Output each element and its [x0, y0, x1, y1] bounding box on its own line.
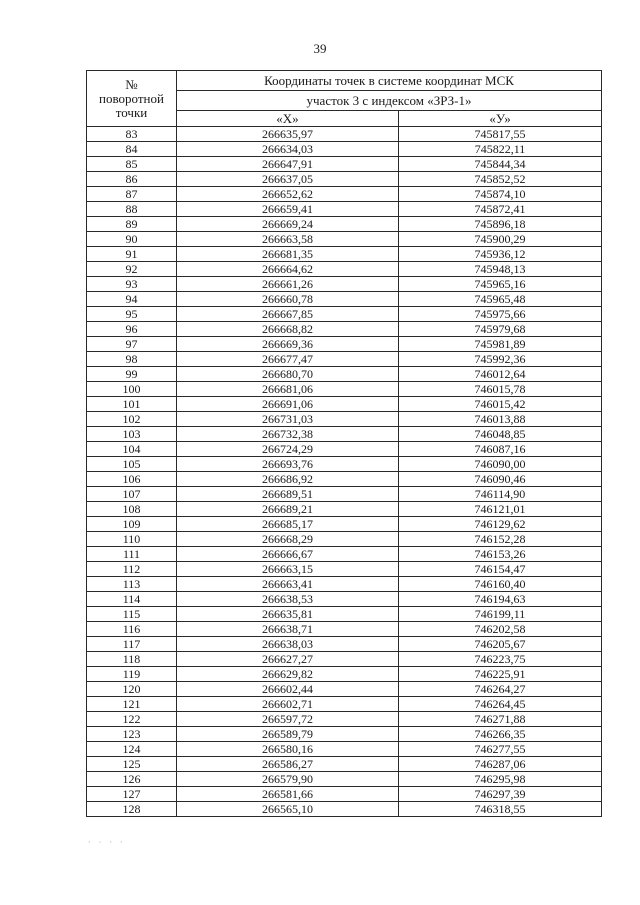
point-number-cell: 96	[87, 322, 177, 337]
table-row	[87, 592, 602, 607]
table-row	[87, 802, 602, 817]
y-coordinate-cell: 746114,90	[399, 487, 602, 502]
y-coordinate-cell: 745965,48	[399, 292, 602, 307]
x-coordinate-cell: 266637,05	[177, 172, 399, 187]
point-number-cell: 106	[87, 472, 177, 487]
y-coordinate-cell: 746318,55	[399, 802, 602, 817]
y-coordinate-cell: 746090,00	[399, 457, 602, 472]
x-coordinate-cell: 266597,72	[177, 712, 399, 727]
x-coordinate-cell: 266686,92	[177, 472, 399, 487]
x-coordinate-cell: 266667,85	[177, 307, 399, 322]
table-row	[87, 142, 602, 157]
point-number-cell: 119	[87, 667, 177, 682]
x-coordinate-cell: 266681,06	[177, 382, 399, 397]
point-number-cell: 115	[87, 607, 177, 622]
y-coordinate-cell: 745948,13	[399, 262, 602, 277]
point-number-cell: 111	[87, 547, 177, 562]
y-coordinate-cell: 745900,29	[399, 232, 602, 247]
y-coordinate-cell: 746013,88	[399, 412, 602, 427]
x-coordinate-cell: 266638,53	[177, 592, 399, 607]
x-coordinate-cell: 266663,15	[177, 562, 399, 577]
y-coordinate-cell: 745844,34	[399, 157, 602, 172]
y-coordinate-cell: 745872,41	[399, 202, 602, 217]
table-row	[87, 622, 602, 637]
x-coordinate-cell: 266668,82	[177, 322, 399, 337]
point-number-cell: 118	[87, 652, 177, 667]
y-coordinate-cell: 745822,11	[399, 142, 602, 157]
x-coordinate-cell: 266581,66	[177, 787, 399, 802]
y-coordinate-cell: 746153,26	[399, 547, 602, 562]
x-coordinate-cell: 266565,10	[177, 802, 399, 817]
y-coordinate-cell: 746297,39	[399, 787, 602, 802]
x-coordinate-cell: 266680,70	[177, 367, 399, 382]
point-number-cell: 85	[87, 157, 177, 172]
x-coordinate-cell: 266638,03	[177, 637, 399, 652]
point-number-cell: 116	[87, 622, 177, 637]
y-coordinate-cell: 745896,18	[399, 217, 602, 232]
point-number-cell: 117	[87, 637, 177, 652]
table-row	[87, 397, 602, 412]
table-row	[87, 787, 602, 802]
x-coordinate-cell: 266663,58	[177, 232, 399, 247]
y-coordinate-cell: 746266,35	[399, 727, 602, 742]
table-row	[87, 757, 602, 772]
table-row	[87, 652, 602, 667]
plot-index-subtitle: участок 3 с индексом «ЗРЗ-1»	[177, 91, 602, 111]
point-number-cell: 113	[87, 577, 177, 592]
y-coordinate-cell: 746048,85	[399, 427, 602, 442]
coordinates-table	[86, 70, 602, 817]
table-row	[87, 742, 602, 757]
point-number-cell: 92	[87, 262, 177, 277]
table-row	[87, 712, 602, 727]
y-coordinate-cell: 746264,45	[399, 697, 602, 712]
x-coordinate-cell: 266668,29	[177, 532, 399, 547]
x-coordinate-cell: 266589,79	[177, 727, 399, 742]
point-number-cell: 108	[87, 502, 177, 517]
table-row	[87, 232, 602, 247]
y-coordinate-cell: 746205,67	[399, 637, 602, 652]
x-coordinate-cell: 266689,51	[177, 487, 399, 502]
point-number-cell: 98	[87, 352, 177, 367]
point-number-cell: 105	[87, 457, 177, 472]
x-column-header: «X»	[177, 111, 399, 127]
y-coordinate-cell: 746287,06	[399, 757, 602, 772]
y-coordinate-cell: 746225,91	[399, 667, 602, 682]
y-coordinate-cell: 745979,68	[399, 322, 602, 337]
y-coordinate-cell: 745981,89	[399, 337, 602, 352]
table-header	[87, 71, 602, 127]
point-number-cell: 90	[87, 232, 177, 247]
point-number-cell: 94	[87, 292, 177, 307]
point-number-cell: 104	[87, 442, 177, 457]
y-coordinate-cell: 746202,58	[399, 622, 602, 637]
y-coordinate-cell: 746194,63	[399, 592, 602, 607]
table-row	[87, 157, 602, 172]
x-coordinate-cell: 266669,24	[177, 217, 399, 232]
x-coordinate-cell: 266634,03	[177, 142, 399, 157]
table-row	[87, 667, 602, 682]
table-row	[87, 352, 602, 367]
point-number-cell: 120	[87, 682, 177, 697]
point-number-cell: 122	[87, 712, 177, 727]
x-coordinate-cell: 266602,44	[177, 682, 399, 697]
table-row	[87, 292, 602, 307]
x-coordinate-cell: 266693,76	[177, 457, 399, 472]
table-row	[87, 457, 602, 472]
table-row	[87, 442, 602, 457]
point-number-header-line3: точки	[115, 104, 148, 120]
table-row	[87, 337, 602, 352]
y-coordinate-cell: 746087,16	[399, 442, 602, 457]
x-coordinate-cell: 266663,41	[177, 577, 399, 592]
y-coordinate-cell: 746271,88	[399, 712, 602, 727]
point-number-cell: 103	[87, 427, 177, 442]
page-number: 39	[313, 41, 327, 56]
y-coordinate-cell: 745936,12	[399, 247, 602, 262]
x-coordinate-cell: 266635,81	[177, 607, 399, 622]
y-coordinate-cell: 745975,66	[399, 307, 602, 322]
x-coordinate-cell: 266652,62	[177, 187, 399, 202]
point-number-header	[87, 71, 177, 127]
x-coordinate-cell: 266732,38	[177, 427, 399, 442]
x-coordinate-cell: 266669,36	[177, 337, 399, 352]
table-row	[87, 682, 602, 697]
y-column-header: «У»	[399, 111, 602, 127]
point-number-cell: 83	[87, 127, 177, 142]
x-coordinate-cell: 266629,82	[177, 667, 399, 682]
x-coordinate-cell: 266602,71	[177, 697, 399, 712]
point-number-cell: 109	[87, 517, 177, 532]
scan-artifact-marks: · · · ·	[88, 838, 126, 847]
point-number-cell: 114	[87, 592, 177, 607]
table-row	[87, 367, 602, 382]
table-row	[87, 532, 602, 547]
y-coordinate-cell: 746012,64	[399, 367, 602, 382]
y-coordinate-cell: 745965,16	[399, 277, 602, 292]
point-number-cell: 99	[87, 367, 177, 382]
y-coordinate-cell: 746277,55	[399, 742, 602, 757]
x-coordinate-cell: 266677,47	[177, 352, 399, 367]
table-row	[87, 562, 602, 577]
x-coordinate-cell: 266579,90	[177, 772, 399, 787]
y-coordinate-cell: 746199,11	[399, 607, 602, 622]
y-coordinate-cell: 745852,52	[399, 172, 602, 187]
y-coordinate-cell: 746090,46	[399, 472, 602, 487]
point-number-cell: 95	[87, 307, 177, 322]
point-number-cell: 102	[87, 412, 177, 427]
point-number-cell: 87	[87, 187, 177, 202]
point-number-cell: 97	[87, 337, 177, 352]
x-coordinate-cell: 266681,35	[177, 247, 399, 262]
y-coordinate-cell: 745817,55	[399, 127, 602, 142]
y-coordinate-cell: 746154,47	[399, 562, 602, 577]
x-coordinate-cell: 266685,17	[177, 517, 399, 532]
table-row	[87, 697, 602, 712]
y-coordinate-cell: 746121,01	[399, 502, 602, 517]
table-row	[87, 487, 602, 502]
table-row	[87, 727, 602, 742]
x-coordinate-cell: 266689,21	[177, 502, 399, 517]
table-row	[87, 577, 602, 592]
table-row	[87, 322, 602, 337]
point-number-header-line2: поворотной	[99, 90, 164, 106]
y-coordinate-cell: 745992,36	[399, 352, 602, 367]
y-coordinate-cell: 745874,10	[399, 187, 602, 202]
point-number-cell: 89	[87, 217, 177, 232]
x-coordinate-cell: 266666,67	[177, 547, 399, 562]
table-row	[87, 607, 602, 622]
point-number-cell: 125	[87, 757, 177, 772]
table-row	[87, 277, 602, 292]
point-number-cell: 128	[87, 802, 177, 817]
y-coordinate-cell: 746152,28	[399, 532, 602, 547]
coordinate-system-title: Координаты точек в системе координат МСК	[177, 71, 602, 91]
table-row	[87, 202, 602, 217]
table-row	[87, 262, 602, 277]
point-number-cell: 123	[87, 727, 177, 742]
table-row	[87, 472, 602, 487]
x-coordinate-cell: 266580,16	[177, 742, 399, 757]
point-number-cell: 100	[87, 382, 177, 397]
point-number-cell: 112	[87, 562, 177, 577]
table-row	[87, 547, 602, 562]
point-number-cell: 88	[87, 202, 177, 217]
x-coordinate-cell: 266659,41	[177, 202, 399, 217]
point-number-cell: 124	[87, 742, 177, 757]
point-number-cell: 107	[87, 487, 177, 502]
y-coordinate-cell: 746295,98	[399, 772, 602, 787]
y-coordinate-cell: 746015,78	[399, 382, 602, 397]
table-row	[87, 502, 602, 517]
x-coordinate-cell: 266660,78	[177, 292, 399, 307]
table-row	[87, 172, 602, 187]
point-number-cell: 91	[87, 247, 177, 262]
point-number-cell: 86	[87, 172, 177, 187]
table-row	[87, 187, 602, 202]
x-coordinate-cell: 266635,97	[177, 127, 399, 142]
x-coordinate-cell: 266627,27	[177, 652, 399, 667]
x-coordinate-cell: 266731,03	[177, 412, 399, 427]
y-coordinate-cell: 746223,75	[399, 652, 602, 667]
point-number-cell: 121	[87, 697, 177, 712]
y-coordinate-cell: 746264,27	[399, 682, 602, 697]
table-row	[87, 427, 602, 442]
point-number-cell: 84	[87, 142, 177, 157]
x-coordinate-cell: 266724,29	[177, 442, 399, 457]
table-row	[87, 127, 602, 142]
point-number-cell: 93	[87, 277, 177, 292]
point-number-cell: 110	[87, 532, 177, 547]
table-row	[87, 517, 602, 532]
table-row	[87, 217, 602, 232]
x-coordinate-cell: 266638,71	[177, 622, 399, 637]
y-coordinate-cell: 746129,62	[399, 517, 602, 532]
point-number-cell: 127	[87, 787, 177, 802]
point-number-cell: 126	[87, 772, 177, 787]
point-number-cell: 101	[87, 397, 177, 412]
x-coordinate-cell: 266661,26	[177, 277, 399, 292]
x-coordinate-cell: 266691,06	[177, 397, 399, 412]
y-coordinate-cell: 746160,40	[399, 577, 602, 592]
table-row	[87, 382, 602, 397]
point-number-header-line1: №	[125, 76, 138, 92]
x-coordinate-cell: 266647,91	[177, 157, 399, 172]
x-coordinate-cell: 266586,27	[177, 757, 399, 772]
table-row	[87, 247, 602, 262]
table-body	[87, 127, 602, 817]
table-row	[87, 637, 602, 652]
y-coordinate-cell: 746015,42	[399, 397, 602, 412]
table-row	[87, 772, 602, 787]
table-row	[87, 307, 602, 322]
x-coordinate-cell: 266664,62	[177, 262, 399, 277]
table-row	[87, 412, 602, 427]
